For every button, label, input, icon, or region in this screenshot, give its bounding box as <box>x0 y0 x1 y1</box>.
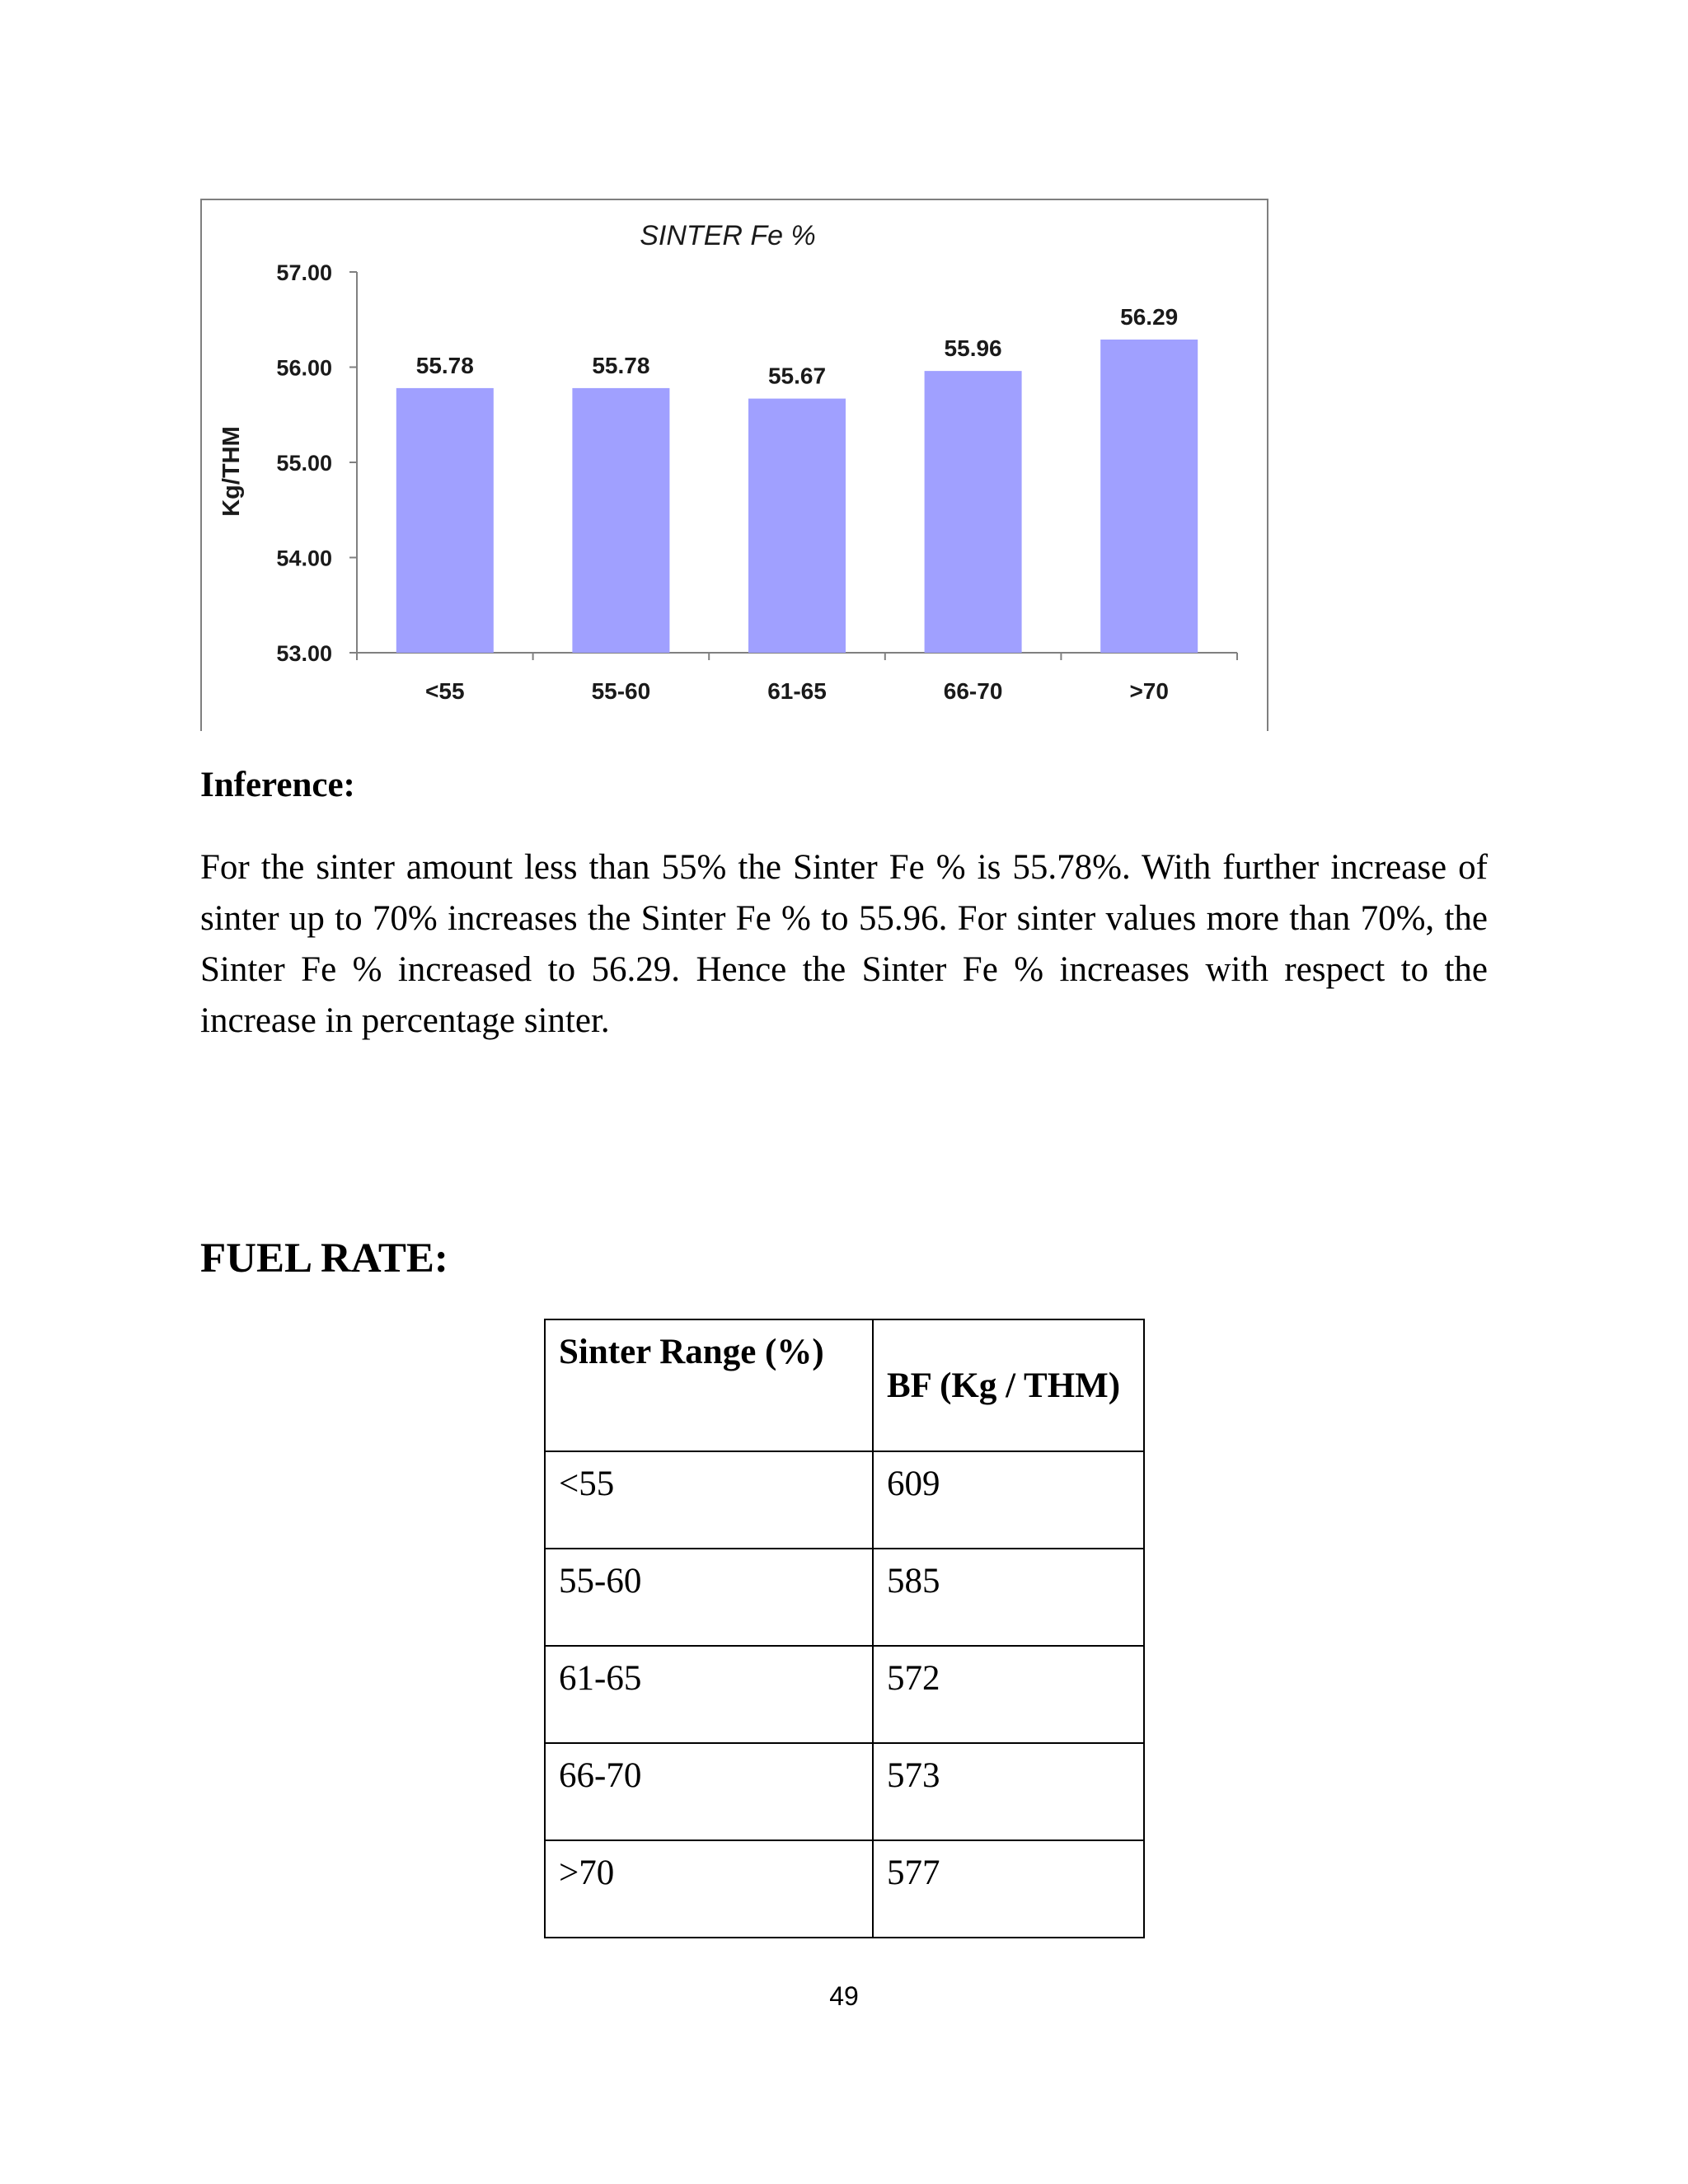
chart-title: SINTER Fe % <box>640 220 816 251</box>
data-label: 56.29 <box>1120 304 1179 330</box>
bar <box>396 388 494 653</box>
fuel-rate-table <box>544 1319 1145 1938</box>
chart-container <box>200 199 1268 731</box>
cell-sinter-range: 66-70 <box>545 1743 873 1840</box>
table-row <box>545 1451 1144 1549</box>
table-header-row <box>545 1319 1144 1451</box>
data-label: 55.78 <box>592 352 650 378</box>
bar <box>925 371 1022 653</box>
table-row <box>545 1743 1144 1840</box>
cell-bf: 573 <box>873 1743 1144 1840</box>
y-tick-label: 55.00 <box>276 451 332 476</box>
table-row <box>545 1549 1144 1646</box>
bar <box>748 399 846 653</box>
data-label: 55.78 <box>415 352 474 378</box>
inference-heading: Inference: <box>200 766 355 804</box>
x-tick-label: 61-65 <box>767 678 827 704</box>
cell-sinter-range: <55 <box>545 1451 873 1549</box>
inference-paragraph: For the sinter amount less than 55% the Sinter Fe % is 55.78%. With further increase of sinter up to 70% increases the Sinter Fe % to 55.96. For sinter values more than 70%, the Sinter Fe % increased to 56.29. Hence the Sinter Fe % increases with respect to the increase in percentage sinter. <box>200 848 1488 1040</box>
header-sinter-range: Sinter Range (%) <box>545 1319 873 1451</box>
table-row <box>545 1646 1144 1743</box>
bar-chart <box>202 200 1270 733</box>
cell-sinter-range: >70 <box>545 1840 873 1938</box>
y-tick-label: 53.00 <box>276 641 332 666</box>
bar <box>572 388 669 653</box>
y-tick-label: 54.00 <box>276 546 332 571</box>
y-axis-label: Kg/THM <box>218 426 245 517</box>
data-label: 55.96 <box>944 335 1002 362</box>
x-tick-label: 55-60 <box>591 678 651 704</box>
header-bf: BF (Kg / THM) <box>873 1319 1144 1451</box>
x-tick-label: <55 <box>425 678 465 704</box>
page-number: 49 <box>829 1981 859 2011</box>
cell-sinter-range: 61-65 <box>545 1646 873 1743</box>
x-tick-label: >70 <box>1129 678 1169 704</box>
table-row <box>545 1840 1144 1938</box>
bar <box>1100 340 1198 653</box>
cell-bf: 609 <box>873 1451 1144 1549</box>
x-tick-label: 66-70 <box>943 678 1003 704</box>
cell-bf: 585 <box>873 1549 1144 1646</box>
cell-bf: 572 <box>873 1646 1144 1743</box>
fuel-rate-heading: FUEL RATE: <box>200 1235 448 1282</box>
data-label: 55.67 <box>767 363 827 389</box>
y-tick-label: 56.00 <box>276 355 332 381</box>
cell-bf: 577 <box>873 1840 1144 1938</box>
y-tick-label: 57.00 <box>276 260 332 285</box>
cell-sinter-range: 55-60 <box>545 1549 873 1646</box>
